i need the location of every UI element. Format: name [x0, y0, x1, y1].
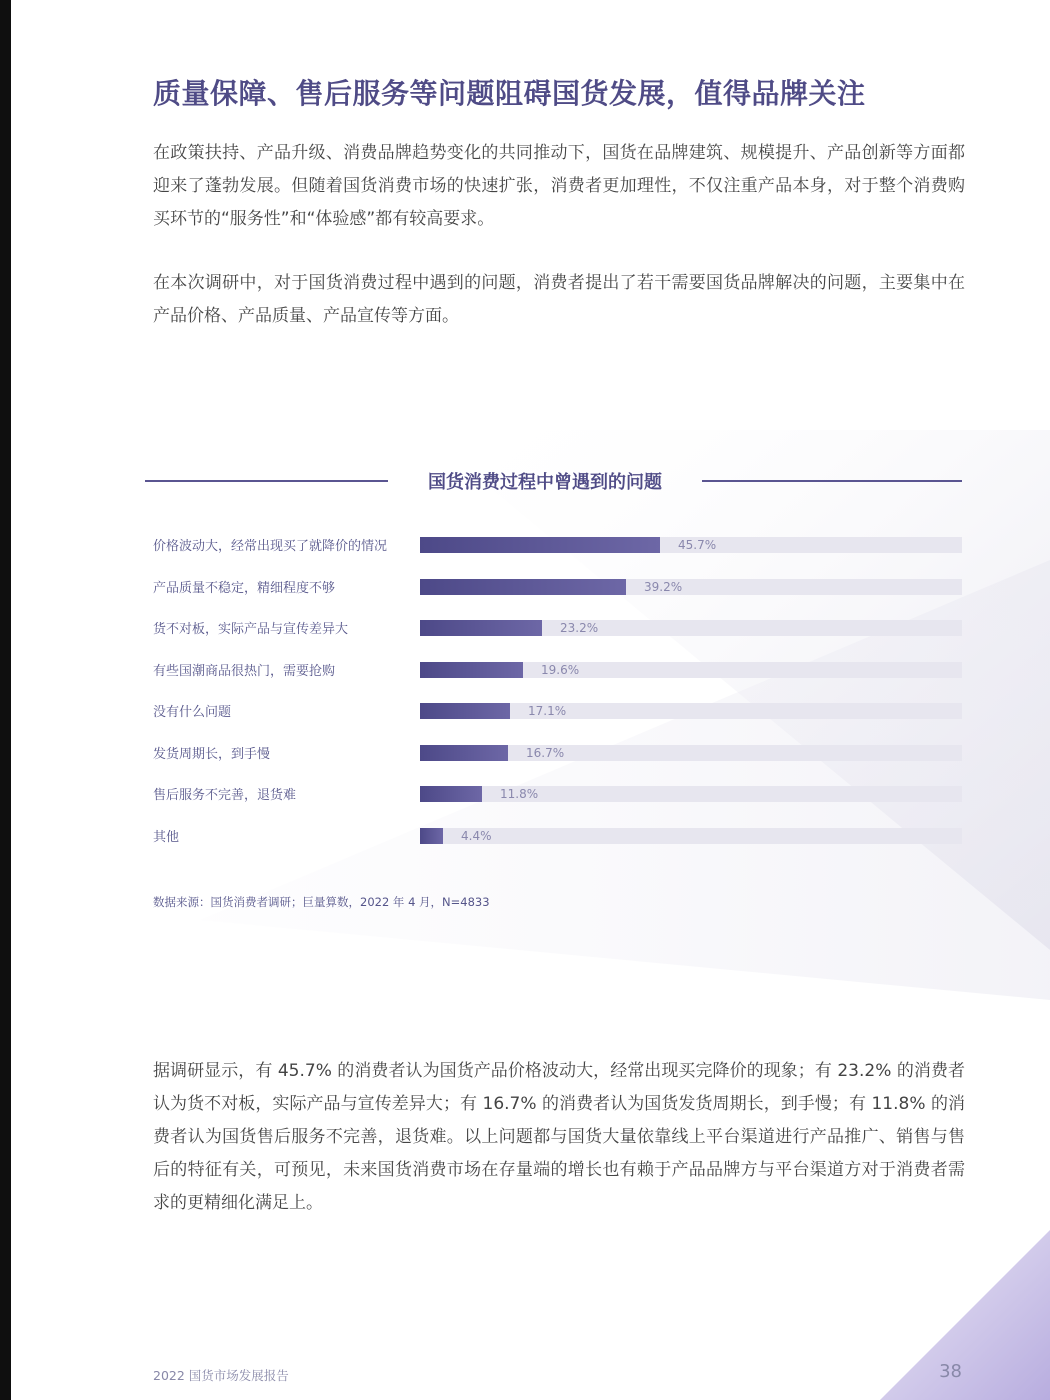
bar-value-label: 19.6% [541, 662, 580, 677]
bar-row [153, 777, 963, 811]
bar-category-label: 其他 [153, 829, 180, 845]
bar-category-label: 没有什么问题 [153, 705, 232, 720]
page-title: 质量保障、售后服务等问题阻碍国货发展，值得品牌关注 [153, 77, 866, 110]
problems-bar-chart [153, 528, 963, 858]
left-edge-strip [0, 0, 11, 1400]
bar-row [153, 694, 963, 728]
bar-track [420, 620, 962, 636]
bar-track [420, 745, 962, 761]
bar-value-label: 11.8% [500, 787, 539, 801]
bar-row [153, 653, 963, 687]
bar-value-label: 45.7% [678, 538, 717, 552]
bar [420, 662, 523, 678]
bar-row [153, 736, 963, 770]
bar-track [420, 703, 962, 719]
bar [420, 620, 542, 636]
bar-value-label: 39.2% [644, 579, 683, 594]
findings-paragraph: 据调研显示，有 45.7% 的消费者认为国货产品价格波动大，经常出现买完降价的现象；有 23.2% 的消费者认为货不对板，实际产品与宣传差异大；有 16.7% 的消费者认为国货发货周期长，到手慢；有 11.8% 的消费者认为国货售后服务不完善，退货难。以上问题都与国货大量依靠线上平台渠道进行产品推广、销售与售后的特征有关，可预见，未来国货消费市场在存量端的增长也有赖于产品品牌方与平台渠道方对于消费者需求的更精细化满足上。 [153, 1061, 965, 1213]
bar [420, 579, 626, 595]
bar-track [420, 662, 962, 678]
bar [420, 745, 508, 761]
survey-paragraph: 在本次调研中，对于国货消费过程中遇到的问题，消费者提出了若干需要国货品牌解决的问题，主要集中在产品价格、产品质量、产品宣传等方面。 [153, 273, 965, 326]
bar-category-label: 发货周期长，到手慢 [153, 746, 271, 762]
bar-category-label: 货不对板，实际产品与宣传差异大 [153, 622, 349, 637]
bar-row [153, 570, 963, 604]
bar [420, 537, 660, 553]
chart-title-rule-right [702, 480, 962, 482]
bar [420, 703, 510, 719]
bar-row [153, 611, 963, 645]
bar-category-label: 有些国潮商品很热门，需要抢购 [153, 663, 336, 679]
bar-row [153, 819, 963, 853]
chart-title: 国货消费过程中曾遇到的问题 [428, 472, 662, 493]
bar [420, 828, 443, 844]
bar-value-label: 16.7% [526, 745, 565, 760]
chart-title-rule-left [145, 480, 388, 482]
bar-value-label: 23.2% [560, 621, 599, 635]
bar-track [420, 579, 962, 595]
bar-category-label: 产品质量不稳定，精细程度不够 [153, 580, 336, 596]
bar-category-label: 价格波动大，经常出现买了就降价的情况 [153, 539, 388, 554]
bar-row [153, 528, 963, 562]
bar-value-label: 4.4% [461, 828, 492, 843]
data-source-note: 数据来源：国货消费者调研；巨量算数，2022 年 4 月，N=4833 [153, 895, 490, 909]
chart-header [145, 466, 962, 496]
page-number: 38 [939, 1361, 962, 1382]
footer-report-name: 2022 国货市场发展报告 [153, 1368, 289, 1383]
intro-paragraph: 在政策扶持、产品升级、消费品牌趋势变化的共同推动下，国货在品牌建筑、规模提升、产品创新等方面都迎来了蓬勃发展。但随着国货消费市场的快速扩张，消费者更加理性，不仅注重产品本身，对于整个消费购买环节的“服务性”和“体验感”都有较高要求。 [153, 143, 965, 229]
bar-value-label: 17.1% [528, 704, 567, 718]
bar-track [420, 828, 962, 844]
bar [420, 786, 482, 802]
bar-category-label: 售后服务不完善，退货难 [153, 788, 297, 803]
